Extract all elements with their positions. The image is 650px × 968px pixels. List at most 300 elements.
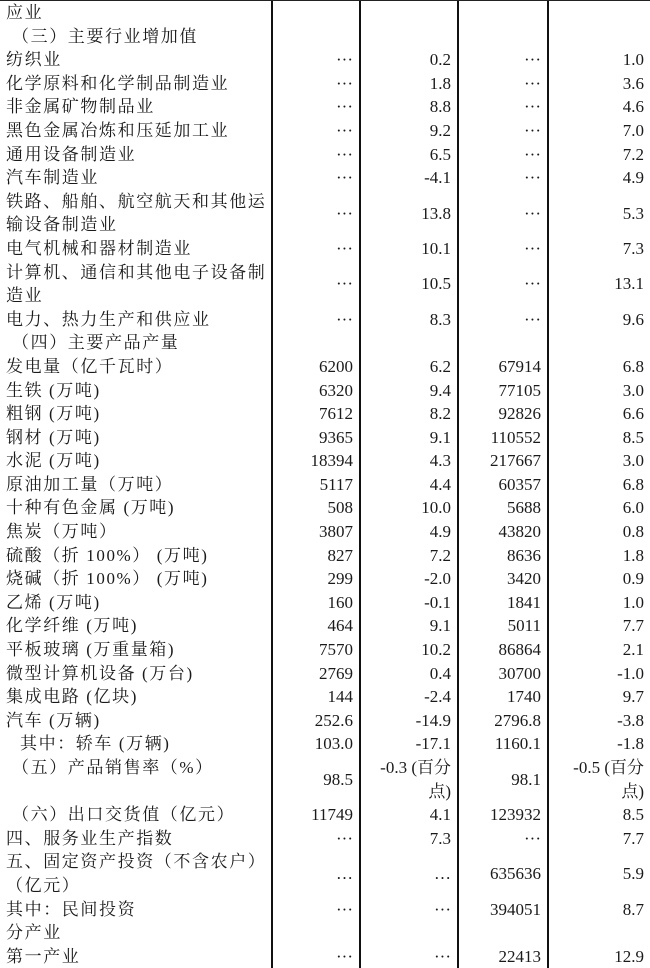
value-text: 6.5 bbox=[429, 144, 451, 164]
value-text: ··· bbox=[336, 309, 353, 329]
value-text: -0.5 (百分点) bbox=[573, 758, 644, 801]
value-cell-col4 bbox=[547, 756, 650, 803]
value-cell-col1 bbox=[271, 591, 359, 615]
value-text: 6320 bbox=[319, 380, 353, 400]
value-text: ··· bbox=[336, 73, 353, 93]
value-text: -4.1 bbox=[424, 168, 451, 188]
value-text: ··· bbox=[336, 144, 353, 164]
value-cell-col1 bbox=[271, 143, 359, 167]
table-row bbox=[0, 591, 650, 615]
value-cell-col1 bbox=[271, 449, 359, 473]
row-label: 其中：民间投资 bbox=[6, 899, 137, 919]
value-cell-col2 bbox=[359, 827, 457, 851]
value-cell-col3 bbox=[457, 1, 547, 25]
row-label: 电力、热力生产和供应业 bbox=[6, 309, 211, 329]
value-text: 77105 bbox=[498, 380, 541, 400]
table-row bbox=[0, 261, 650, 308]
value-cell-col3 bbox=[457, 827, 547, 851]
value-cell-col4 bbox=[547, 25, 650, 49]
table-row bbox=[0, 95, 650, 119]
value-cell-col1 bbox=[271, 72, 359, 96]
value-cell-col4 bbox=[547, 898, 650, 922]
value-text: 5117 bbox=[319, 474, 353, 494]
value-text: 86864 bbox=[498, 640, 541, 660]
value-cell-col2 bbox=[359, 48, 457, 72]
value-cell-col3 bbox=[457, 331, 547, 355]
value-cell-col3 bbox=[457, 25, 547, 49]
value-text: -1.0 bbox=[617, 663, 644, 683]
value-text: -3.8 bbox=[617, 710, 644, 730]
value-cell-col1 bbox=[271, 95, 359, 119]
value-cell-col3 bbox=[457, 638, 547, 662]
value-cell-col4 bbox=[547, 803, 650, 827]
value-cell-col3 bbox=[457, 898, 547, 922]
value-cell-col4 bbox=[547, 662, 650, 686]
value-cell-col4 bbox=[547, 520, 650, 544]
value-cell-col1 bbox=[271, 850, 359, 897]
row-label: 五、固定资产投资（不含农户）（亿元） bbox=[6, 852, 267, 895]
table-row bbox=[0, 426, 650, 450]
row-label: 应业 bbox=[6, 3, 44, 22]
row-label: 粗钢 (万吨) bbox=[6, 404, 101, 424]
value-cell-col1 bbox=[271, 496, 359, 520]
value-text: 0.9 bbox=[622, 569, 644, 589]
value-text: 12.9 bbox=[614, 946, 644, 966]
value-cell-col3 bbox=[457, 166, 547, 190]
value-text: ··· bbox=[336, 203, 353, 223]
table-row bbox=[0, 402, 650, 426]
value-text: 11749 bbox=[311, 805, 353, 825]
value-text: 6.0 bbox=[622, 498, 644, 518]
value-cell-col1 bbox=[271, 426, 359, 450]
value-cell-col3 bbox=[457, 426, 547, 450]
value-text: 635636 bbox=[490, 864, 541, 884]
row-label: 焦炭（万吨） bbox=[6, 522, 118, 542]
value-cell-col1 bbox=[271, 166, 359, 190]
value-text: -17.1 bbox=[415, 734, 451, 754]
row-label: （四）主要产品产量 bbox=[12, 333, 180, 353]
value-cell-col4 bbox=[547, 685, 650, 709]
value-text: 7.7 bbox=[622, 616, 644, 636]
value-text: 13.1 bbox=[614, 274, 644, 294]
value-text: 30700 bbox=[498, 663, 541, 683]
value-text: 3.0 bbox=[622, 380, 644, 400]
value-cell-col4 bbox=[547, 261, 650, 308]
value-text: 5011 bbox=[507, 616, 541, 636]
value-text: ··· bbox=[434, 946, 451, 966]
table-row bbox=[0, 190, 650, 237]
value-text: 10.1 bbox=[421, 238, 451, 258]
value-text: 9.2 bbox=[429, 120, 451, 140]
row-label: 第一产业 bbox=[6, 946, 81, 966]
row-label: 原油加工量（万吨） bbox=[6, 474, 174, 494]
value-cell-col2 bbox=[359, 261, 457, 308]
value-cell-col3 bbox=[457, 756, 547, 803]
row-label: 发电量（亿千瓦时） bbox=[6, 356, 174, 376]
value-text: 464 bbox=[327, 616, 353, 636]
value-cell-col4 bbox=[547, 402, 650, 426]
value-text: 18394 bbox=[310, 451, 353, 471]
value-cell-col1 bbox=[271, 237, 359, 261]
row-label: 四、服务业生产指数 bbox=[6, 828, 174, 848]
value-text: 1740 bbox=[507, 687, 541, 707]
value-text: 8.7 bbox=[622, 899, 644, 919]
row-label: 黑色金属冶炼和压延加工业 bbox=[6, 120, 230, 140]
value-cell-col3 bbox=[457, 95, 547, 119]
value-text: 4.4 bbox=[429, 474, 451, 494]
value-cell-col2 bbox=[359, 803, 457, 827]
value-cell-col2 bbox=[359, 25, 457, 49]
value-cell-col1 bbox=[271, 898, 359, 922]
value-text: 5.3 bbox=[622, 203, 644, 223]
value-cell-col2 bbox=[359, 72, 457, 96]
value-cell-col2 bbox=[359, 520, 457, 544]
value-cell-col2 bbox=[359, 850, 457, 897]
value-text: -1.8 bbox=[617, 734, 644, 754]
value-text: 6.8 bbox=[622, 356, 644, 376]
value-text: 9.4 bbox=[429, 380, 451, 400]
row-label: 微型计算机设备 (万台) bbox=[6, 663, 194, 683]
value-text: 2769 bbox=[319, 663, 353, 683]
value-cell-col1 bbox=[271, 662, 359, 686]
value-text: 3.6 bbox=[622, 73, 644, 93]
value-text: 7.2 bbox=[429, 545, 451, 565]
value-cell-col1 bbox=[271, 567, 359, 591]
value-text: … bbox=[434, 864, 451, 884]
value-text: 22413 bbox=[498, 946, 541, 966]
table-row bbox=[0, 898, 650, 922]
row-label: 汽车制造业 bbox=[6, 168, 99, 188]
row-label: （五）产品销售率（%） bbox=[12, 758, 214, 777]
value-text: 6.6 bbox=[622, 404, 644, 424]
value-text: 4.3 bbox=[429, 451, 451, 471]
value-text: ··· bbox=[524, 238, 541, 258]
value-cell-col4 bbox=[547, 449, 650, 473]
value-text: ··· bbox=[336, 274, 353, 294]
row-label: 集成电路 (亿块) bbox=[6, 687, 138, 707]
row-label: 化学纤维 (万吨) bbox=[6, 616, 138, 636]
value-text: 1.0 bbox=[622, 50, 644, 70]
value-cell-col1 bbox=[271, 190, 359, 237]
value-cell-col3 bbox=[457, 709, 547, 733]
value-text: 9.7 bbox=[622, 687, 644, 707]
table-row bbox=[0, 638, 650, 662]
table-row bbox=[0, 496, 650, 520]
table-row bbox=[0, 143, 650, 167]
value-cell-col3 bbox=[457, 662, 547, 686]
value-cell-col3 bbox=[457, 402, 547, 426]
table-row bbox=[0, 544, 650, 568]
value-text: 3807 bbox=[319, 522, 353, 542]
value-text: 144 bbox=[327, 687, 353, 707]
value-text: 252.6 bbox=[314, 710, 353, 730]
value-cell-col3 bbox=[457, 379, 547, 403]
value-cell-col4 bbox=[547, 921, 650, 945]
value-cell-col3 bbox=[457, 449, 547, 473]
value-text: 0.4 bbox=[429, 663, 451, 683]
value-cell-col4 bbox=[547, 355, 650, 379]
value-cell-col2 bbox=[359, 119, 457, 143]
row-label: 分产业 bbox=[6, 923, 62, 943]
value-cell-col4 bbox=[547, 72, 650, 96]
value-text: -0.1 bbox=[424, 592, 451, 612]
value-text: ··· bbox=[336, 97, 353, 117]
value-cell-col3 bbox=[457, 355, 547, 379]
row-label: 钢材 (万吨) bbox=[6, 427, 101, 447]
value-cell-col3 bbox=[457, 496, 547, 520]
row-label: 铁路、船舶、航空航天和其他运输设备制造业 bbox=[6, 191, 267, 235]
value-text: ··· bbox=[524, 309, 541, 329]
value-cell-col1 bbox=[271, 544, 359, 568]
value-cell-col3 bbox=[457, 850, 547, 897]
table-row bbox=[0, 119, 650, 143]
table-row bbox=[0, 308, 650, 332]
value-cell-col4 bbox=[547, 850, 650, 897]
value-text: ··· bbox=[336, 238, 353, 258]
value-text: 5.9 bbox=[622, 864, 644, 884]
value-cell-col4 bbox=[547, 166, 650, 190]
value-cell-col3 bbox=[457, 567, 547, 591]
value-cell-col2 bbox=[359, 614, 457, 638]
value-cell-col4 bbox=[547, 48, 650, 72]
table-row bbox=[0, 614, 650, 638]
table-row bbox=[0, 166, 650, 190]
table-row bbox=[0, 756, 650, 803]
value-cell-col1 bbox=[271, 709, 359, 733]
value-cell-col2 bbox=[359, 426, 457, 450]
value-text: ··· bbox=[524, 50, 541, 70]
table-row bbox=[0, 803, 650, 827]
table-row bbox=[0, 945, 650, 968]
value-cell-col2 bbox=[359, 308, 457, 332]
value-text: 7.3 bbox=[429, 828, 451, 848]
value-cell-col4 bbox=[547, 473, 650, 497]
value-cell-col4 bbox=[547, 638, 650, 662]
value-cell-col1 bbox=[271, 402, 359, 426]
table-row bbox=[0, 48, 650, 72]
value-cell-col4 bbox=[547, 237, 650, 261]
value-cell-col3 bbox=[457, 544, 547, 568]
table-row bbox=[0, 827, 650, 851]
value-text: 8.5 bbox=[622, 427, 644, 447]
table-row bbox=[0, 25, 650, 49]
value-cell-col2 bbox=[359, 449, 457, 473]
value-cell-col4 bbox=[547, 544, 650, 568]
value-text: 98.5 bbox=[323, 769, 353, 789]
value-text: 10.5 bbox=[421, 274, 451, 294]
row-label: （六）出口交货值（亿元） bbox=[12, 805, 236, 825]
row-label: 水泥 (万吨) bbox=[6, 451, 101, 471]
value-text: 4.1 bbox=[429, 805, 451, 825]
value-cell-col4 bbox=[547, 496, 650, 520]
value-text: ··· bbox=[524, 828, 541, 848]
value-cell-col3 bbox=[457, 119, 547, 143]
value-text: 1.0 bbox=[622, 592, 644, 612]
value-cell-col1 bbox=[271, 732, 359, 756]
value-cell-col3 bbox=[457, 473, 547, 497]
value-text: 5688 bbox=[507, 498, 541, 518]
value-cell-col2 bbox=[359, 331, 457, 355]
table-row bbox=[0, 709, 650, 733]
value-text: 2796.8 bbox=[494, 710, 541, 730]
table-row bbox=[0, 449, 650, 473]
value-cell-col3 bbox=[457, 308, 547, 332]
value-cell-col2 bbox=[359, 402, 457, 426]
value-text: 6.8 bbox=[622, 474, 644, 494]
value-text: 43820 bbox=[498, 522, 541, 542]
value-text: ··· bbox=[336, 120, 353, 140]
value-text: ··· bbox=[524, 168, 541, 188]
value-text: 6.2 bbox=[429, 356, 451, 376]
value-cell-col3 bbox=[457, 237, 547, 261]
value-cell-col1 bbox=[271, 520, 359, 544]
value-cell-col2 bbox=[359, 473, 457, 497]
value-text: ··· bbox=[524, 120, 541, 140]
value-cell-col1 bbox=[271, 1, 359, 25]
row-label: 生铁 (万吨) bbox=[6, 380, 101, 400]
value-text: ··· bbox=[524, 274, 541, 294]
value-text: 8.5 bbox=[622, 805, 644, 825]
value-cell-col3 bbox=[457, 921, 547, 945]
value-cell-col2 bbox=[359, 237, 457, 261]
table-row bbox=[0, 921, 650, 945]
value-cell-col3 bbox=[457, 614, 547, 638]
value-text: 1.8 bbox=[429, 73, 451, 93]
value-cell-col3 bbox=[457, 591, 547, 615]
value-cell-col4 bbox=[547, 426, 650, 450]
value-cell-col3 bbox=[457, 261, 547, 308]
value-text: 8.2 bbox=[429, 404, 451, 424]
value-text: 7.7 bbox=[622, 828, 644, 848]
value-cell-col1 bbox=[271, 261, 359, 308]
value-cell-col1 bbox=[271, 756, 359, 803]
value-text: -2.0 bbox=[424, 569, 451, 589]
value-text: 1160.1 bbox=[494, 734, 541, 754]
table-row bbox=[0, 520, 650, 544]
value-cell-col2 bbox=[359, 638, 457, 662]
table-row bbox=[0, 473, 650, 497]
value-cell-col3 bbox=[457, 945, 547, 968]
value-text: 9.1 bbox=[429, 427, 451, 447]
value-text: 3.0 bbox=[622, 451, 644, 471]
value-cell-col3 bbox=[457, 143, 547, 167]
value-cell-col1 bbox=[271, 379, 359, 403]
value-text: 98.1 bbox=[511, 769, 541, 789]
value-text: 827 bbox=[327, 545, 353, 565]
value-cell-col1 bbox=[271, 48, 359, 72]
value-cell-col2 bbox=[359, 355, 457, 379]
table-row bbox=[0, 379, 650, 403]
value-cell-col1 bbox=[271, 803, 359, 827]
value-text: 67914 bbox=[498, 356, 541, 376]
row-label: 烧碱（折 100%） (万吨) bbox=[6, 569, 209, 589]
value-cell-col2 bbox=[359, 898, 457, 922]
value-text: 4.9 bbox=[622, 168, 644, 188]
value-text: ··· bbox=[336, 50, 353, 70]
row-label: 计算机、通信和其他电子设备制造业 bbox=[6, 262, 267, 306]
value-text: 394051 bbox=[490, 899, 541, 919]
value-cell-col4 bbox=[547, 567, 650, 591]
value-cell-col1 bbox=[271, 331, 359, 355]
row-label: 纺织业 bbox=[6, 50, 62, 70]
value-cell-col3 bbox=[457, 190, 547, 237]
value-text: 60357 bbox=[498, 474, 541, 494]
value-text: 92826 bbox=[498, 404, 541, 424]
row-label: 平板玻璃 (万重量箱) bbox=[6, 640, 176, 660]
value-text: 103.0 bbox=[314, 734, 353, 754]
value-cell-col2 bbox=[359, 709, 457, 733]
value-text: 7612 bbox=[319, 404, 353, 424]
value-cell-col3 bbox=[457, 803, 547, 827]
value-text: 7.3 bbox=[622, 238, 644, 258]
value-text: 4.6 bbox=[622, 97, 644, 117]
value-text: 8.3 bbox=[429, 309, 451, 329]
value-cell-col2 bbox=[359, 567, 457, 591]
value-cell-col3 bbox=[457, 685, 547, 709]
value-text: ··· bbox=[524, 203, 541, 223]
value-cell-col4 bbox=[547, 308, 650, 332]
value-text: ··· bbox=[336, 946, 353, 966]
value-cell-col2 bbox=[359, 190, 457, 237]
value-text: ··· bbox=[524, 73, 541, 93]
value-cell-col4 bbox=[547, 827, 650, 851]
value-cell-col1 bbox=[271, 685, 359, 709]
value-cell-col1 bbox=[271, 614, 359, 638]
value-cell-col1 bbox=[271, 945, 359, 968]
value-cell-col3 bbox=[457, 520, 547, 544]
row-label: 汽车 (万辆) bbox=[6, 710, 101, 730]
value-cell-col2 bbox=[359, 496, 457, 520]
table-row bbox=[0, 72, 650, 96]
value-text: -0.3 (百分点) bbox=[380, 758, 451, 801]
value-cell-col4 bbox=[547, 190, 650, 237]
value-cell-col2 bbox=[359, 143, 457, 167]
value-cell-col1 bbox=[271, 119, 359, 143]
value-cell-col4 bbox=[547, 379, 650, 403]
value-text: 7570 bbox=[319, 640, 353, 660]
value-cell-col4 bbox=[547, 95, 650, 119]
value-text: 8.8 bbox=[429, 97, 451, 117]
table-row bbox=[0, 732, 650, 756]
value-text: 10.2 bbox=[421, 640, 451, 660]
value-text: 7.0 bbox=[622, 120, 644, 140]
value-cell-col4 bbox=[547, 1, 650, 25]
value-text: -14.9 bbox=[415, 710, 451, 730]
value-cell-col2 bbox=[359, 591, 457, 615]
row-label: 化学原料和化学制品制造业 bbox=[6, 73, 230, 93]
value-cell-col2 bbox=[359, 921, 457, 945]
value-text: ··· bbox=[434, 899, 451, 919]
value-cell-col1 bbox=[271, 473, 359, 497]
value-cell-col1 bbox=[271, 355, 359, 379]
row-label: 其中：轿车 (万辆) bbox=[20, 734, 171, 754]
value-text: ··· bbox=[336, 828, 353, 848]
row-label: 非金属矿物制品业 bbox=[6, 97, 155, 117]
value-text: 123932 bbox=[490, 805, 541, 825]
value-text: 7.2 bbox=[622, 144, 644, 164]
value-cell-col4 bbox=[547, 143, 650, 167]
table-row bbox=[0, 850, 650, 897]
table-row bbox=[0, 567, 650, 591]
value-text: 8636 bbox=[507, 545, 541, 565]
value-cell-col4 bbox=[547, 331, 650, 355]
value-cell-col4 bbox=[547, 119, 650, 143]
value-cell-col2 bbox=[359, 662, 457, 686]
value-cell-col2 bbox=[359, 379, 457, 403]
value-text: ··· bbox=[336, 168, 353, 188]
value-cell-col2 bbox=[359, 544, 457, 568]
value-cell-col4 bbox=[547, 709, 650, 733]
